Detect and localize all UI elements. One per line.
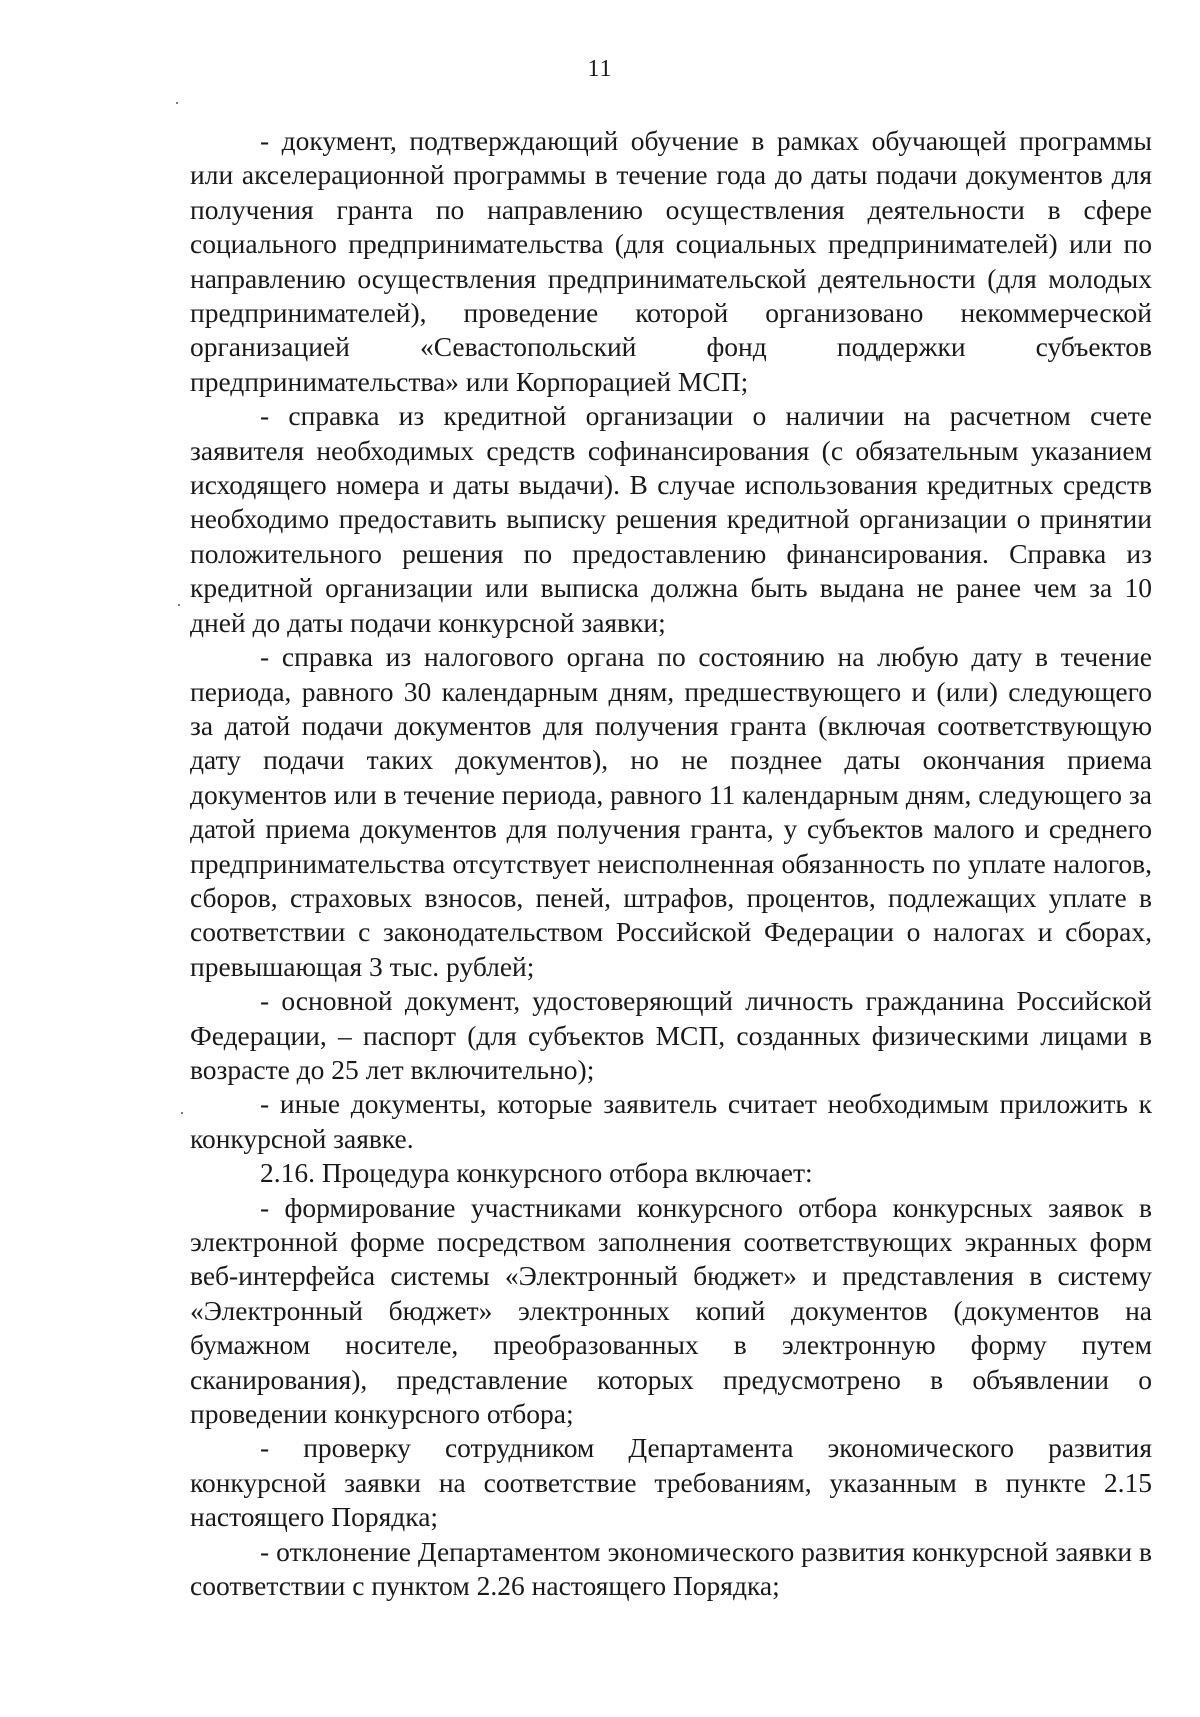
paragraph-rejection: - отклонение Департаментом экономического развития конкурсной заявки в соответствии с пунктом 2.26 настоящего Порядка; bbox=[190, 1535, 1152, 1602]
scan-speck bbox=[181, 1112, 183, 1114]
paragraph-training-document: - документ, подтверждающий обучение в рамках обучающей программы или акселерационной программы в течение года до даты подачи документов для получения гранта по направлению осуществления деятельности в сфере социального предпринимательства (для социальных предпринимателей) или по направлению осуществления предпринимательской деятельности (для молодых предпринимателей), проведение которой организовано некоммерческой организацией «Севастопольский фонд поддержки субъектов предпринимательства» или Корпорацией МСП; bbox=[190, 125, 1152, 397]
paragraph-section-heading: 2.16. Процедура конкурсного отбора включает: bbox=[260, 1157, 813, 1189]
paragraph-tax-certificate: - справка из налогового органа по состоянию на любую дату в течение периода, равного 30 календарным дням, предшествующего и (или) следующего за датой подачи документов для получения гранта (включая соответствующую дату подачи таких документов), но не позднее даты окончания приема документов или в течение периода, равного 11 календарным дням, следующего за датой приема документов для получения гранта, у субъектов малого и среднего предпринимательства отсутствует неисполненная обязанность по уплате налогов, сборов, страховых взносов, пеней, штрафов, процентов, подлежащих уплате в соответствии с законодательством Российской Федерации о налогах и сборах, превышающая 3 тыс. рублей; bbox=[190, 641, 1152, 982]
paragraph-other-documents: - иные документы, которые заявитель считает необходимым приложить к конкурсной заявке. bbox=[190, 1088, 1152, 1154]
paragraph-electronic-submission: - формирование участниками конкурсного отбора конкурсных заявок в электронной форме посредством заполнения соответствующих экранных форм веб-интерфейса системы «Электронный бюджет» и представления в систему «Электронный бюджет» электронных копий документов (документов на бумажном носителе, преобразованных в электронную форму путем сканирования), представление которых предусмотрено в объявлении о проведении конкурсного отбора; bbox=[190, 1191, 1152, 1430]
document-body bbox=[190, 124, 1152, 1603]
paragraph-passport: - основной документ, удостоверяющий личность гражданина Российской Федерации, – паспорт (для субъектов МСП, созданных физическими лицами в возрасте до 25 лет включительно); bbox=[190, 985, 1152, 1085]
paragraph-bank-certificate: - справка из кредитной организации о наличии на расчетном счете заявителя необходимых средств софинансирования (с обязательным указанием исходящего номера и даты выдачи). В случае использования кредитных средств необходимо предоставить выписку решения кредитной организации о принятии положительного решения по предоставлению финансирования. Справка из кредитной организации или выписка должна быть выдана не ранее чем за 10 дней до даты подачи конкурсной заявки; bbox=[190, 400, 1152, 638]
page-number: 11 bbox=[587, 56, 613, 82]
scan-speck bbox=[178, 604, 180, 606]
scan-speck bbox=[176, 102, 178, 104]
paragraph-verification: - проверку сотрудником Департамента экономического развития конкурсной заявки на соответствие требованиям, указанным в пункте 2.15 настоящего Порядка; bbox=[190, 1432, 1152, 1533]
